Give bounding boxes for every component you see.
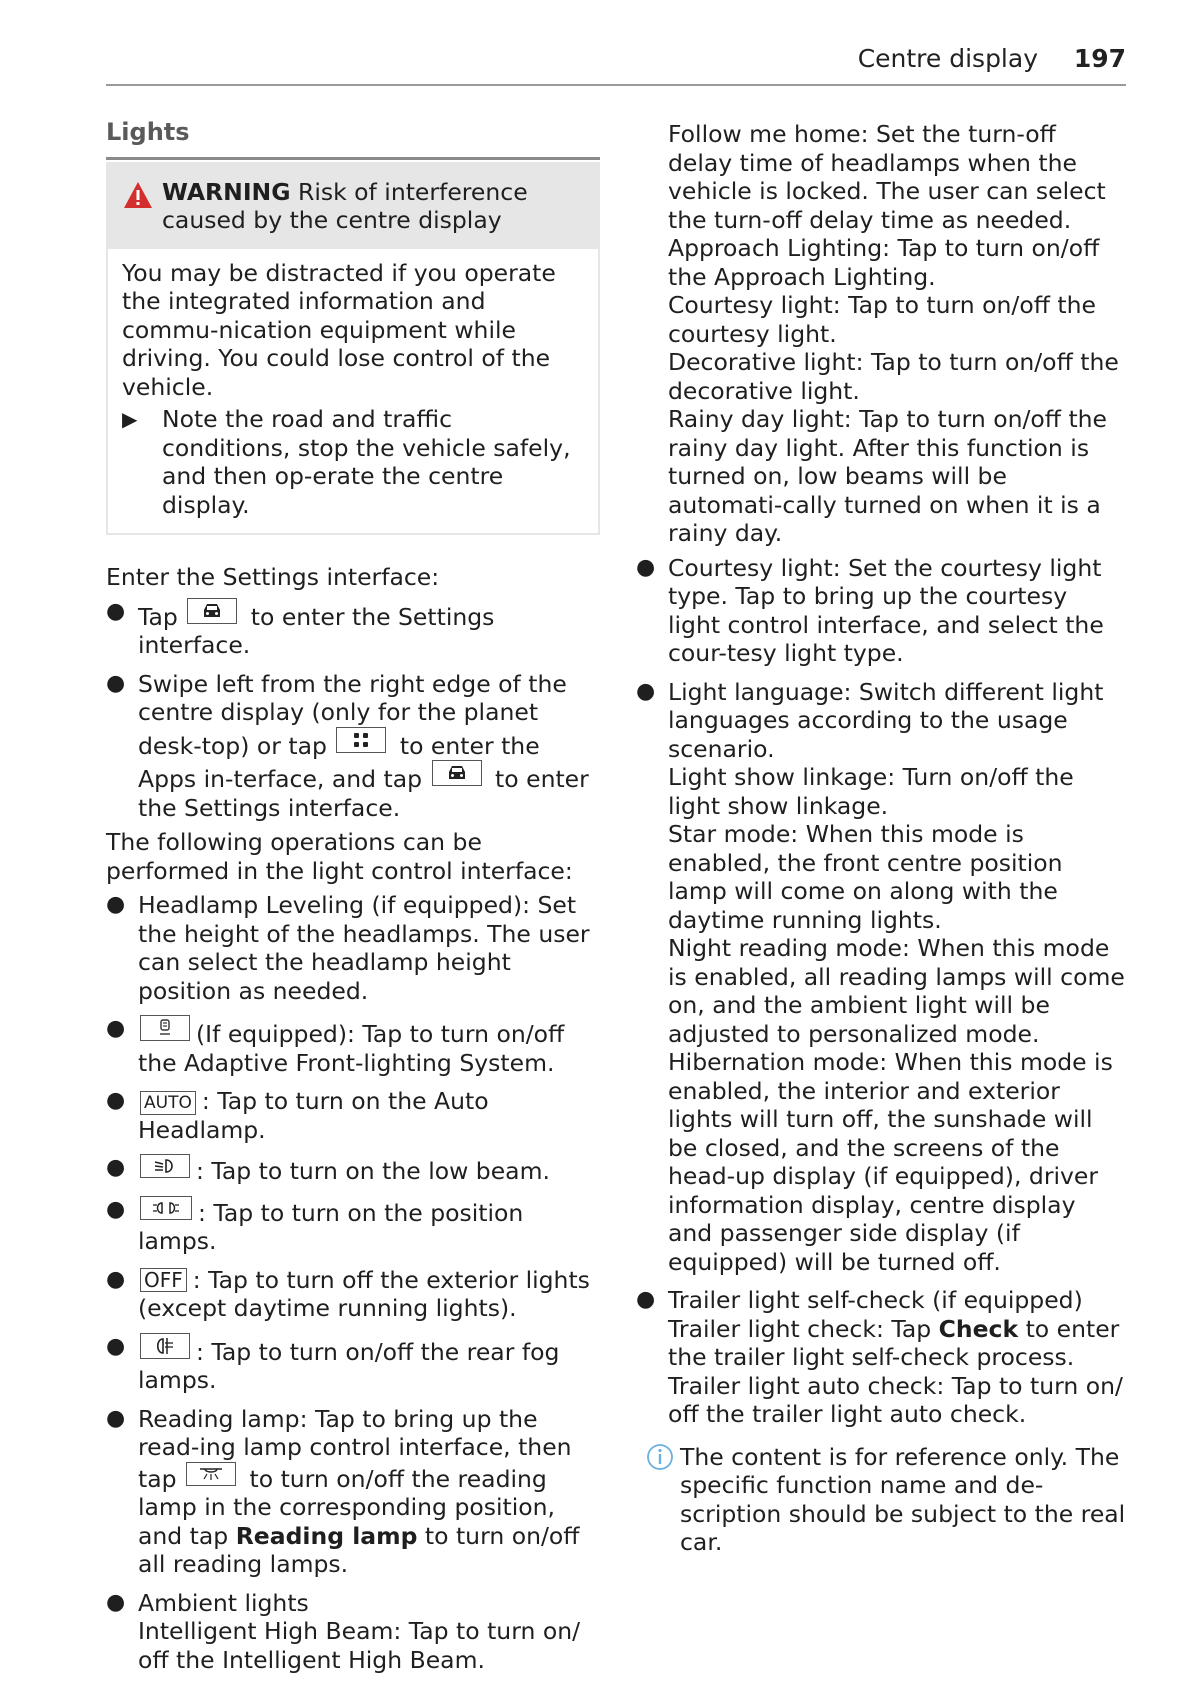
lights-off-icon[interactable]: OFF xyxy=(140,1268,187,1292)
warning-header xyxy=(108,164,598,249)
list-item: ● OFF : Tap to turn off the exterior lights (except daytime running lights). xyxy=(106,1265,590,1322)
list-item: ● : Tap to turn on/off the rear fog lamps. xyxy=(106,1333,560,1394)
list-item: ● Courtesy light: Set the courtesy light type. Tap to bring up the courtesy light control interface, and select the cour-tesy light type. xyxy=(636,553,1104,667)
list-item: ● Trailer light self-check (if equipped) Trailer light check: Tap Check to enter the trailer light self-check process. Trailer light auto check: Tap to turn on/ off the trailer light auto check. xyxy=(636,1286,1123,1428)
car-settings-icon[interactable] xyxy=(432,760,482,786)
list-item: ● Ambient lights Intelligent High Beam: Tap to turn on/ off the Intelligent High Beam. xyxy=(106,1588,581,1674)
settings-intro: Enter the Settings interface: xyxy=(106,563,440,591)
warning-title: WARNING Risk of interference caused by the centre display xyxy=(162,177,528,234)
list-item: ● AUTO : Tap to turn on the Auto Headlamp. xyxy=(106,1087,489,1144)
list-item: ● Light language: Switch different light languages according to the usage scenario. Light show linkage: Turn on/off the light show linkage. Star mode: When this mode is enabled, the front centre position lamp will come on along with the daytime running lights. Night reading mode: When this mode is enabled, all reading lamps will come on, and the ambient light will be adjusted to personalized mode. Hibernation mode: When this mode is enabled, the interior and exterior lights will turn off, the sunshade will be closed, and the screens of the head-up display (if equipped), driver information display, centre display and passenger side display (if equipped) will be turned off. xyxy=(636,677,1125,1276)
list-item: ● Reading lamp: Tap to bring up the read-ing lamp control interface, then tap to turn on/off the reading lamp in the corresponding position, and tap Reading lamp to turn on/off all reading lamps. xyxy=(106,1404,580,1578)
afs-icon[interactable] xyxy=(140,1015,190,1041)
warning-triangle-icon xyxy=(122,180,154,217)
rear-fog-icon[interactable] xyxy=(140,1333,190,1359)
page-number: 197 xyxy=(1073,44,1126,73)
arrow-right-icon: ▶ xyxy=(122,407,138,431)
info-icon xyxy=(646,1443,680,1557)
info-text: The content is for reference only. The specific function name and de-scription should be subject to the real car. xyxy=(680,1442,1126,1556)
lights-heading: Lights xyxy=(106,118,600,160)
list-item: ● Swipe left from the right edge of the centre display (only for the planet desk-top) or tap to enter the Apps in-terface, and tap to enter the Settings interface. xyxy=(106,669,589,822)
list-item: ● : Tap to turn on the low beam. xyxy=(106,1155,550,1185)
ambient-continued: Follow me home: Set the turn-off delay time of headlamps when the vehicle is locked. The user can select the turn-off delay time as needed. Approach Lighting: Tap to turn on/off the Approach Lighting. Courtesy light: Tap to turn on/off the courtesy light. Decorative light: Tap to turn on/off the decorative light. Rainy day light: Tap to turn on/off the rainy day light. After this function is turned on, low beams will be automati-cally turned on when it is a rainy day. xyxy=(668,120,1119,547)
warning-body xyxy=(108,249,598,534)
warning-action: ▶ Note the road and traffic conditions, stop the vehicle safely, and then op-erate the centre display. xyxy=(122,405,571,519)
reading-lamp-icon[interactable] xyxy=(186,1462,236,1486)
page-header xyxy=(106,44,1126,86)
car-settings-icon[interactable] xyxy=(187,598,237,624)
warning-text: You may be distracted if you operate the integrated information and commu-nication equipment while driving. You could lose control of the vehicle. xyxy=(122,258,556,401)
low-beam-icon[interactable] xyxy=(140,1154,190,1178)
list-item: ● Headlamp Leveling (if equipped): Set the height of the headlamps. The user can select the headlamp height position as needed. xyxy=(106,891,590,1005)
ops-intro: The following operations can be performed in the light control interface: xyxy=(106,828,573,885)
list-item: ● Tap to enter the Settings interface. xyxy=(106,598,495,659)
apps-grid-icon[interactable] xyxy=(336,727,386,753)
right-column xyxy=(636,120,1126,1557)
section-title: Centre display xyxy=(857,44,1038,73)
list-item: ● : Tap to turn on the position lamps. xyxy=(106,1196,524,1255)
warning-box xyxy=(106,162,600,536)
position-lamps-icon[interactable] xyxy=(140,1196,192,1220)
auto-headlamp-icon[interactable]: AUTO xyxy=(140,1091,196,1115)
left-column xyxy=(106,118,600,1674)
list-item: ● (If equipped): Tap to turn on/off the Adaptive Front-lighting System. xyxy=(106,1016,565,1077)
info-note xyxy=(646,1443,1126,1557)
